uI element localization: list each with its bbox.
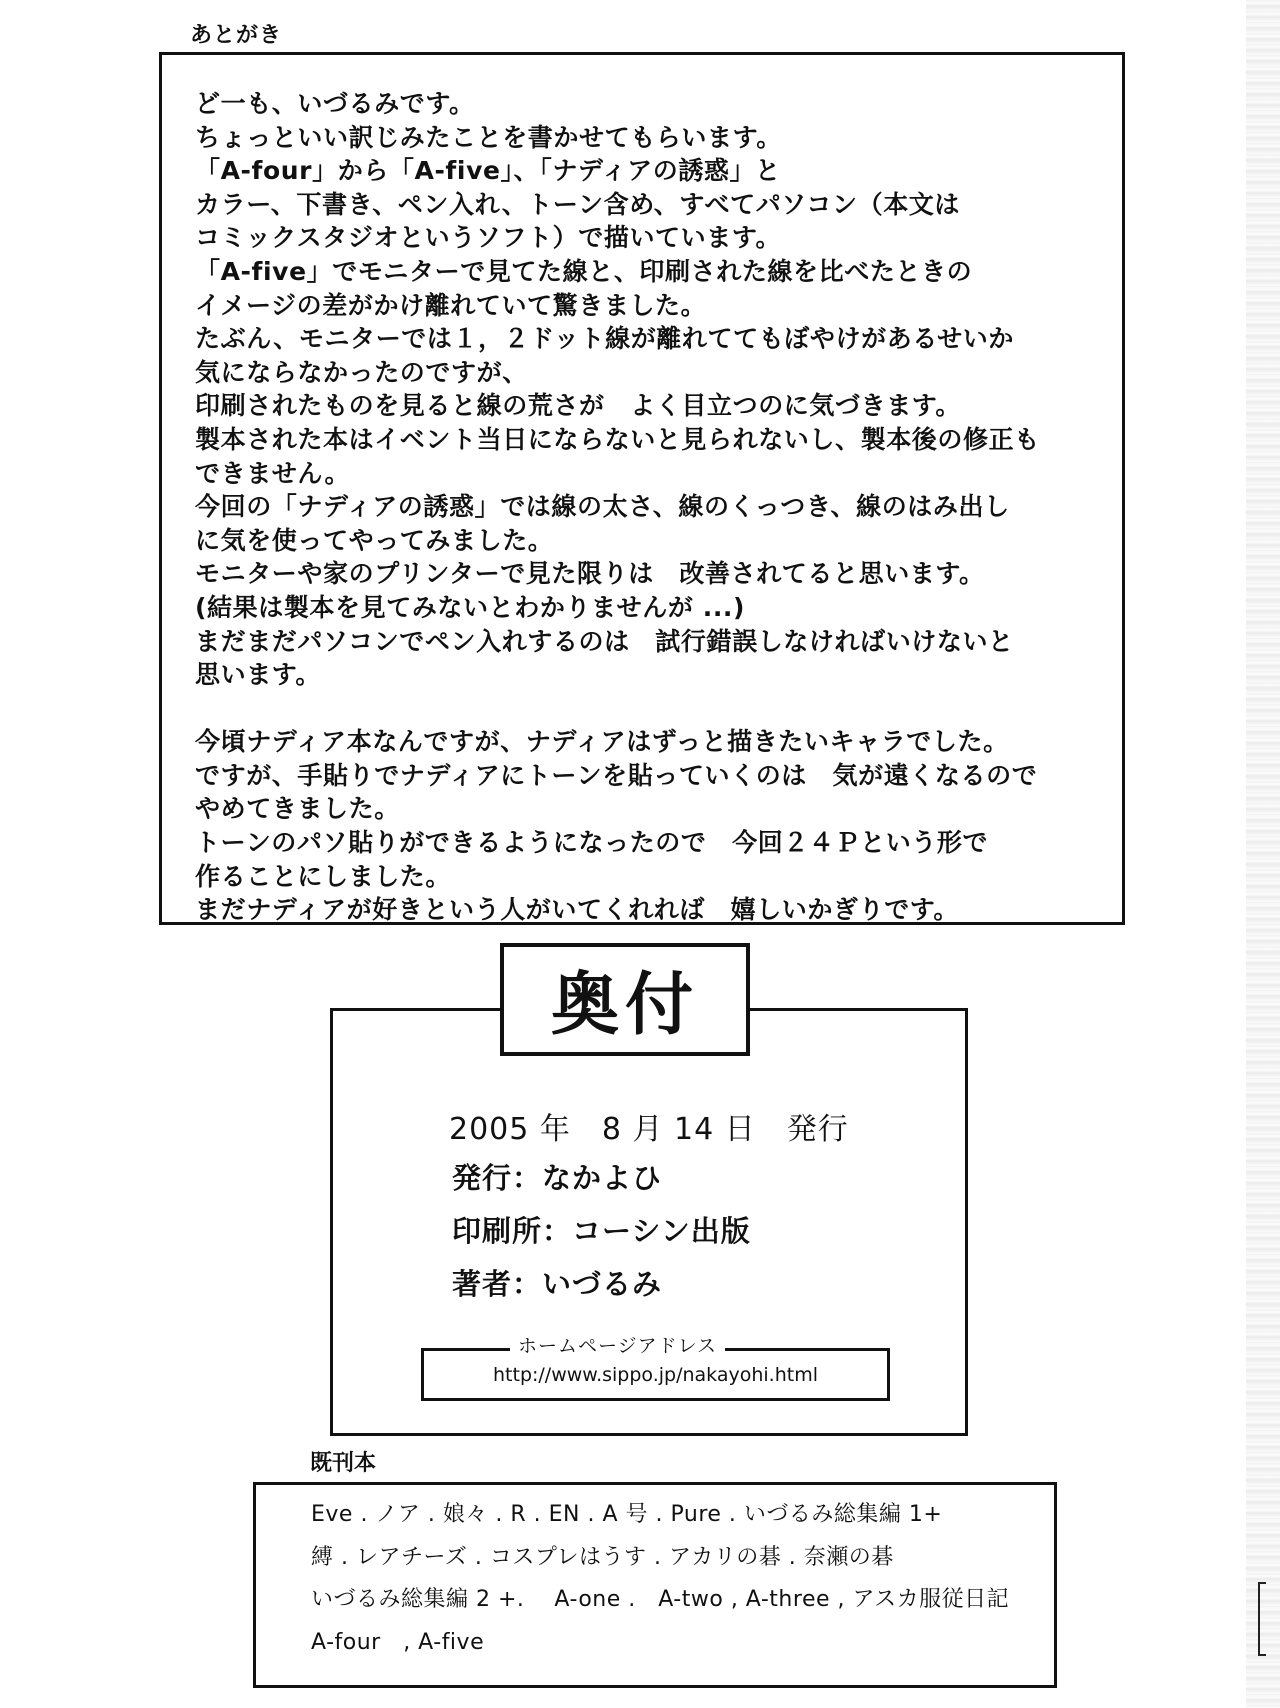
scan-edge-texture xyxy=(1246,0,1280,1708)
afterword-line: まだナディアが好きという人がいてくれれば 嬉しいかぎりです。 xyxy=(195,895,960,925)
scan-edge-bracket xyxy=(1258,1582,1266,1656)
afterword-line: カラー、下書き、ペン入れ、トーン含め、すべてパソコン（本文は xyxy=(195,189,961,219)
afterword-line: できません。 xyxy=(195,458,351,488)
afterword-line: 印刷されたものを見ると線の荒さが よく目立つのに気づきます。 xyxy=(195,391,962,421)
afterword-line: に気を使ってやってみました。 xyxy=(195,525,554,555)
previous-works-row: Eve . ノア . 娘々 . R . EN . A 号 . Pure . いづるみ総集編 1+ xyxy=(311,1502,943,1527)
afterword-line: コミックスタジオというソフト）で描いています。 xyxy=(195,223,782,253)
afterword-line: まだまだパソコンでペン入れするのは 試行錯誤しなければいけないと xyxy=(195,626,1014,656)
previous-works-heading: 既刊本 xyxy=(310,1451,377,1476)
afterword-line: たぶん、モニターでは１，２ドット線が離れててもぼやけがあるせいか xyxy=(195,324,1014,354)
homepage-label: ホームページアドレス xyxy=(510,1331,725,1358)
colophon-title-box xyxy=(500,943,750,1056)
afterword-line: ちょっといい訳じみたことを書かせてもらいます。 xyxy=(195,122,782,152)
afterword-line: 製本された本はイベント当日にならないと見られないし、製本後の修正も xyxy=(195,424,1040,454)
colophon-title: 奥付 xyxy=(550,965,699,1045)
afterword-text xyxy=(195,87,1112,927)
afterword-line: 「A-five」でモニターで見てた線と、印刷された線を比べたときの xyxy=(195,256,973,286)
afterword-line: 今回の「ナディアの誘惑」では線の太さ、線のくっつき、線のはみ出し xyxy=(195,492,1010,522)
previous-works-box xyxy=(253,1482,1057,1688)
afterword-line: 今頃ナディア本なんですが、ナディアはずっと描きたいキャラでした。 xyxy=(195,727,1009,757)
afterword-line: ど一も、いづるみです。 xyxy=(195,89,475,118)
issue-date: 2005 年 8 月 14 日 発行 xyxy=(449,1112,849,1147)
afterword-line xyxy=(195,692,1112,726)
printer-line: 印刷所：コーシン出版 xyxy=(452,1214,751,1248)
homepage-url: http://www.sippo.jp/nakayohi.html xyxy=(493,1364,818,1386)
afterword-box xyxy=(159,52,1125,925)
afterword-line: イメージの差がかけ離れていて驚きました。 xyxy=(195,290,707,320)
previous-works-row: 縛 . レアチーズ . コスプレはうす . アカリの碁 . 奈瀬の碁 xyxy=(311,1545,894,1570)
afterword-line: トーンのパソ貼りができるようになったので 今回２４Ｐという形で xyxy=(195,828,989,858)
afterword-line: (結果は製本を見てみないとわかりませんが ...) xyxy=(195,592,746,622)
afterword-line: やめてきました。 xyxy=(195,794,400,824)
author-line: 著者：いづるみ xyxy=(452,1267,663,1301)
previous-works-row: A-four , A-five xyxy=(311,1630,485,1655)
afterword-line: 作ることにしました。 xyxy=(195,861,452,891)
afterword-heading: あとがき xyxy=(190,23,283,48)
publisher-line: 発行：なかよひ xyxy=(452,1161,663,1195)
afterword-line: 思います。 xyxy=(195,660,322,690)
previous-works-row: いづるみ総集編 2 +. A-one . A-two , A-three , アスカ服従日記 xyxy=(311,1587,1010,1612)
afterword-line: 「A-four」から「A-five」、「ナディアの誘惑」と xyxy=(195,156,781,186)
afterword-line: 気にならなかったのですが、 xyxy=(195,357,528,387)
afterword-line: モニターや家のプリンターで見た限りは 改善されてると思います。 xyxy=(195,559,985,589)
afterword-line: ですが、手貼りでナディアにトーンを貼っていくのは 気が遠くなるので xyxy=(195,760,1038,790)
